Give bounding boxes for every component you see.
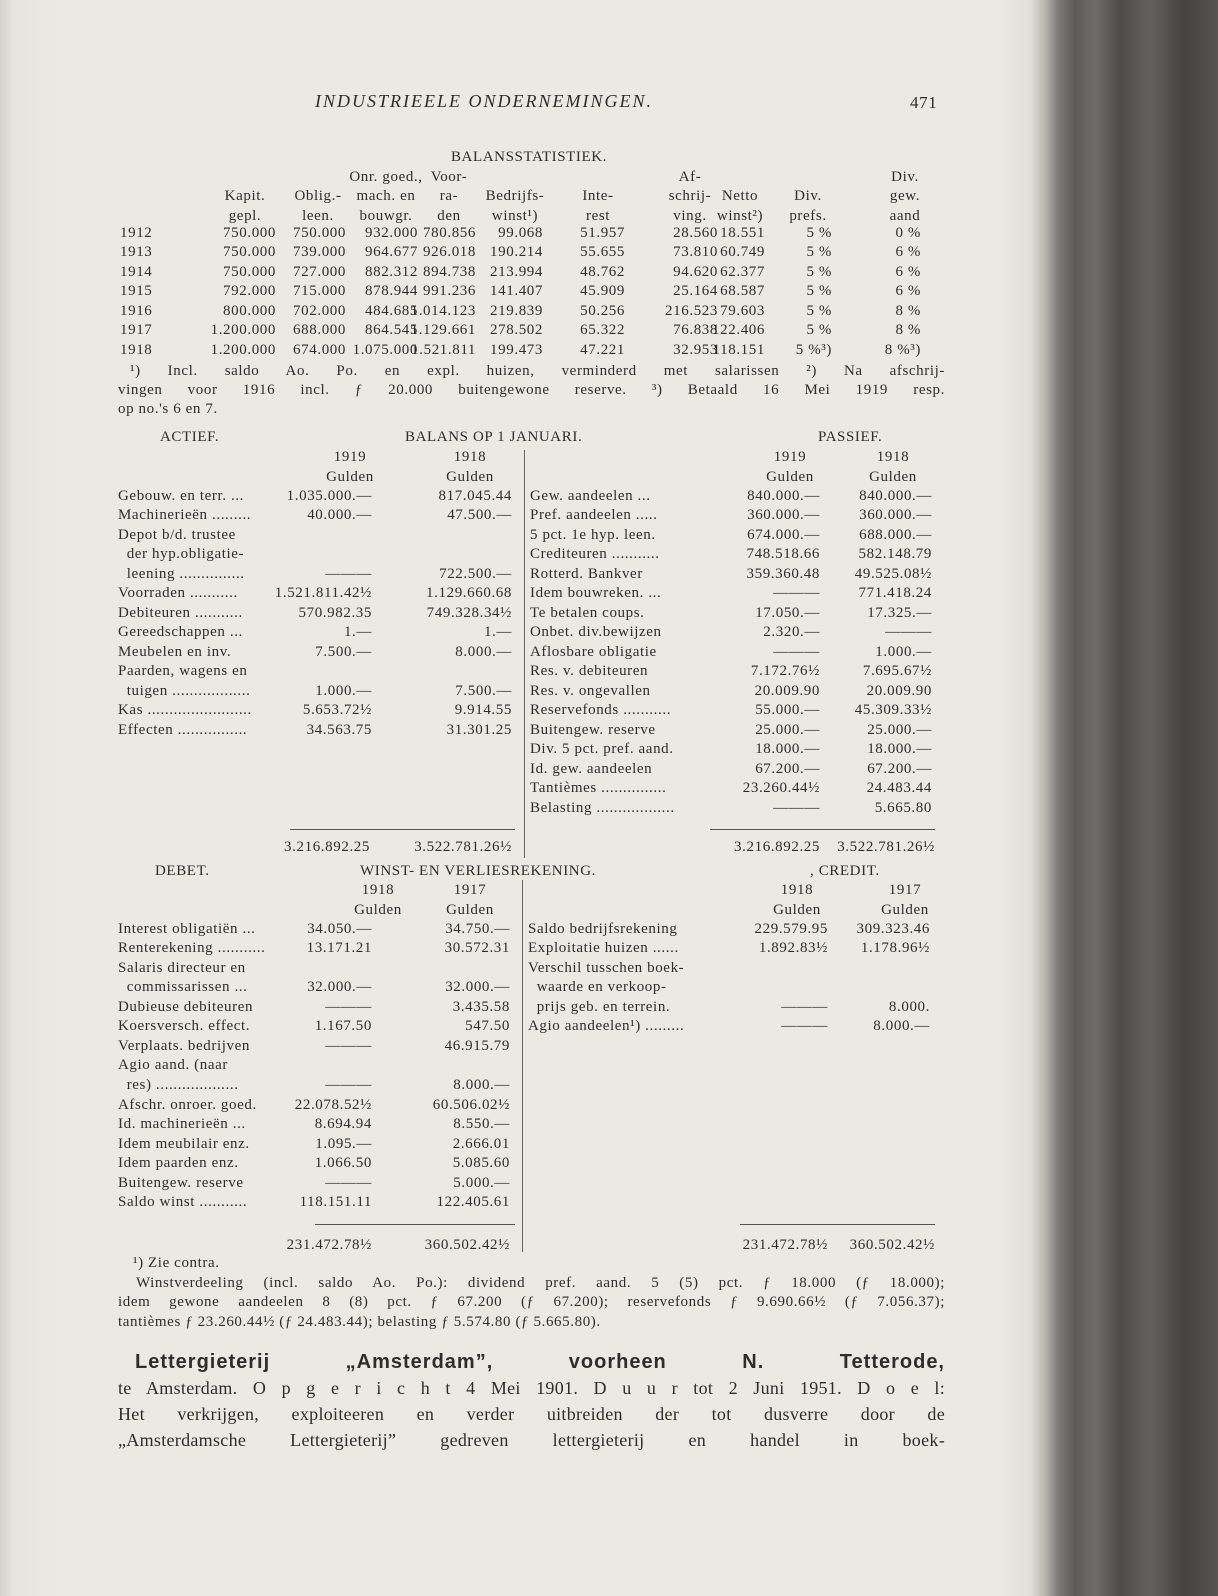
debet-value-1917: 8.000.— <box>453 1077 510 1094</box>
stats-cell: 47.221 <box>580 341 625 358</box>
year-header: 1918 <box>876 448 910 465</box>
passief-value-1918: 1.000.— <box>875 643 932 660</box>
debet-value-1917: 8.550.— <box>453 1116 510 1133</box>
passief-label: Res. v. ongevallen <box>530 682 651 699</box>
stats-cell: 25.164 <box>673 283 718 299</box>
stats-cell: 6 % <box>895 283 921 299</box>
stats-cell: 122.406 <box>712 322 765 338</box>
actief-label: leening ............... <box>118 565 245 582</box>
running-header: INDUSTRIEELE ONDERNEMINGEN. <box>315 91 653 111</box>
passief-value-1919: 18.000.— <box>755 741 820 757</box>
debet-label: Koersversch. effect. <box>118 1018 251 1035</box>
passief-value-1918: 582.148.79 <box>858 546 932 562</box>
credit-title: , CREDIT. <box>810 862 880 879</box>
stats-cell: 32.953 <box>673 341 718 358</box>
actief-value-1918: 31.301.25 <box>446 721 512 738</box>
stats-year: 1918 <box>120 341 153 358</box>
debet-label: Agio aand. (naar <box>118 1057 228 1074</box>
passief-value-1919: 840.000.— <box>747 487 820 504</box>
actief-value-1918: 817.045.44 <box>438 487 512 504</box>
debet-value-1918: ——— <box>325 1174 372 1191</box>
winst-title: WINST- EN VERLIESREKENING. <box>360 862 597 879</box>
passief-value-1918: 45.309.33½ <box>854 702 932 718</box>
stats-cell: 51.957 <box>580 224 625 241</box>
stats-cell: 484.685 <box>365 302 418 319</box>
credit-value-1918: 229.579.95 <box>754 920 828 937</box>
stats-cell: 792.000 <box>223 283 276 299</box>
stats-year: 1912 <box>120 224 153 241</box>
winstverdeeling-line: tantièmes ƒ 23.260.44½ (ƒ 24.483.44); belasting ƒ 5.574.80 (ƒ 5.665.80). <box>118 1314 601 1330</box>
stats-column-header: winst²) <box>716 207 764 224</box>
passief-value-1918: 20.009.90 <box>866 682 932 699</box>
passief-value-1918: 18.000.— <box>867 741 932 757</box>
balans-total: 3.216.892.25 <box>284 838 370 855</box>
actief-label: Kas ........................ <box>118 702 252 718</box>
actief-label: Gebouw. en terr. ... <box>118 487 244 504</box>
company-text-line: Het verkrijgen, exploiteeren en verder uitbreiden der tot dusverre door de <box>118 1404 945 1424</box>
stats-footnote: ¹) Incl. saldo Ao. Po. en expl. huizen, verminderd met salarissen ²) Na afschrij- <box>130 363 945 379</box>
stats-cell: 739.000 <box>293 244 346 260</box>
winst-divider <box>522 880 523 1252</box>
stats-column-header: Oblig.- <box>294 188 342 204</box>
passief-label: Idem bouwreken. ... <box>530 585 662 601</box>
stats-cell: 118.151 <box>712 341 765 358</box>
actief-value-1919: 1.000.— <box>315 682 372 699</box>
actief-label: Depot b/d. trustee <box>118 526 236 543</box>
stats-column-header: den <box>437 207 461 224</box>
winst-total-rule-right <box>740 1224 935 1225</box>
stats-column-header: aand <box>889 207 921 224</box>
actief-value-1919: 40.000.— <box>307 507 372 523</box>
passief-value-1919: 674.000.— <box>747 526 820 543</box>
stats-cell: 1.014.123 <box>410 302 476 319</box>
stats-column-header: bouwgr. <box>359 207 413 224</box>
passief-value-1919: 25.000.— <box>755 721 820 738</box>
actief-value-1918: 1.— <box>483 624 512 640</box>
actief-label: der hyp.obligatie- <box>118 546 245 562</box>
stats-cell: 674.000 <box>293 341 346 358</box>
passief-value-1918: 840.000.— <box>859 487 932 504</box>
stats-year: 1914 <box>120 263 153 280</box>
credit-label: Saldo bedrijfsrekening <box>528 920 678 937</box>
actief-value-1919: 34.563.75 <box>306 721 372 738</box>
stats-column-header: Onr. goed., <box>349 168 423 185</box>
debet-label: res) ................... <box>118 1077 239 1094</box>
stats-column-header: Div. <box>794 188 822 204</box>
unit-header: Gulden <box>354 901 402 918</box>
stats-cell: 6 % <box>895 244 921 260</box>
stats-cell: 55.655 <box>580 244 625 260</box>
stats-column-header: winst¹) <box>491 207 539 224</box>
stats-cell: 18.551 <box>720 224 765 241</box>
credit-value-1917: 1.178.96½ <box>860 940 930 957</box>
debet-value-1917: 46.915.79 <box>444 1037 510 1054</box>
stats-cell: 76.838 <box>673 322 718 338</box>
stats-cell: 894.738 <box>423 263 476 280</box>
stats-cell: 60.749 <box>720 244 765 260</box>
page-number: 471 <box>910 93 938 112</box>
passief-value-1919: ——— <box>773 585 820 601</box>
stats-year: 1916 <box>120 302 153 319</box>
debet-value-1917: 122.405.61 <box>436 1194 510 1211</box>
stats-cell: 213.994 <box>490 263 543 280</box>
stats-cell: 727.000 <box>293 263 346 280</box>
stats-cell: 45.909 <box>580 283 625 299</box>
stats-cell: 750.000 <box>293 224 346 241</box>
passief-value-1918: 67.200.— <box>867 760 932 777</box>
balans-total: 3.522.781.26½ <box>837 838 935 855</box>
passief-value-1919: 20.009.90 <box>754 682 820 699</box>
debet-value-1917: 3.435.58 <box>452 998 510 1015</box>
debet-value-1918: ——— <box>325 998 372 1015</box>
debet-title: DEBET. <box>155 862 210 879</box>
passief-value-1919: 359.360.48 <box>746 565 820 582</box>
winstverdeeling-line: idem gewone aandeelen 8 (8) pct. ƒ 67.200 (ƒ 67.200); reservefonds ƒ 9.690.66½ (ƒ 7.056.37); <box>118 1294 945 1310</box>
unit-header: Gulden <box>446 468 494 485</box>
stats-cell: 141.407 <box>490 283 543 299</box>
stats-cell: 8 % <box>895 322 921 338</box>
stats-cell: 5 % <box>806 322 832 338</box>
debet-label: Idem paarden enz. <box>118 1155 239 1172</box>
stats-cell: 73.810 <box>673 244 718 260</box>
balans-total: 3.216.892.25 <box>734 838 820 855</box>
actief-label: Gereedschappen ... <box>118 624 243 640</box>
actief-value-1919: 7.500.— <box>315 643 372 660</box>
stats-cell: 5 % <box>806 224 832 241</box>
year-header: 1918 <box>780 881 814 898</box>
stats-cell: 216.523 <box>665 302 718 319</box>
stats-year: 1917 <box>120 322 153 338</box>
stats-cell: 750.000 <box>223 263 276 280</box>
stats-cell: 1.200.000 <box>210 341 276 358</box>
actief-label: Meubelen en inv. <box>118 643 232 660</box>
balans-total-rule-right <box>710 829 935 830</box>
debet-value-1918: 1.167.50 <box>314 1018 372 1035</box>
balans-total: 3.522.781.26½ <box>414 838 512 855</box>
debet-label: Dubieuse debiteuren <box>118 998 254 1015</box>
stats-cell: 99.068 <box>498 224 543 241</box>
zie-contra-note: ¹) Zie contra. <box>133 1255 220 1271</box>
stats-cell: 50.256 <box>580 302 625 319</box>
debet-label: commissarissen ... <box>118 979 248 996</box>
debet-value-1917: 547.50 <box>465 1018 510 1035</box>
stats-column-header: leen. <box>302 207 334 224</box>
stats-year: 1913 <box>120 244 153 260</box>
stats-cell: 1.521.811 <box>411 341 476 358</box>
stats-cell: 800.000 <box>223 302 276 319</box>
actief-value-1918: 47.500.— <box>447 507 512 523</box>
stats-cell: 65.322 <box>580 322 625 338</box>
stats-cell: 94.620 <box>673 263 718 280</box>
passief-label: Div. 5 pct. pref. aand. <box>530 741 674 757</box>
debet-label: Afschr. onroer. goed. <box>118 1096 257 1113</box>
actief-value-1919: 1.— <box>343 624 372 640</box>
company-text-line: te Amsterdam. O p g e r i c h t 4 Mei 1901. D u u r tot 2 Juni 1951. D o e l: <box>118 1378 945 1398</box>
actief-title: ACTIEF. <box>160 428 220 445</box>
unit-header: Gulden <box>326 468 374 485</box>
stats-column-header: ra- <box>439 188 459 204</box>
stats-cell: 878.944 <box>365 283 418 299</box>
credit-label: Agio aandeelen¹) ......... <box>528 1018 685 1035</box>
actief-label: tuigen .................. <box>118 682 251 699</box>
passief-value-1918: 7.695.67½ <box>862 663 932 679</box>
winst-total-rule-left <box>315 1224 515 1225</box>
credit-value-1918: 1.892.83½ <box>758 940 828 957</box>
credit-value-1918: ——— <box>781 1018 828 1035</box>
passief-value-1919: ——— <box>773 643 820 660</box>
stats-cell: 62.377 <box>720 263 765 280</box>
credit-label: Verschil tusschen boek- <box>528 959 685 976</box>
actief-value-1919: 1.035.000.— <box>286 487 372 504</box>
passief-value-1918: ——— <box>885 624 932 640</box>
debet-value-1918: ——— <box>325 1077 372 1094</box>
credit-label: prijs geb. en terrein. <box>528 998 671 1015</box>
winst-total: 231.472.78½ <box>286 1236 372 1253</box>
stats-column-header: Div. <box>891 168 919 185</box>
debet-value-1917: 5.085.60 <box>452 1155 510 1172</box>
stats-column-header: mach. en <box>356 188 416 204</box>
stats-cell: 715.000 <box>293 283 346 299</box>
stats-cell: 5 % <box>806 283 832 299</box>
passief-value-1919: 360.000.— <box>747 507 820 523</box>
passief-value-1918: 25.000.— <box>867 721 932 738</box>
stats-column-header: schrij- <box>668 188 712 204</box>
unit-header: Gulden <box>446 901 494 918</box>
stats-cell: 964.677 <box>365 244 418 260</box>
debet-value-1917: 30.572.31 <box>444 940 510 957</box>
year-header: 1919 <box>773 448 807 465</box>
actief-value-1918: 8.000.— <box>455 643 512 660</box>
passief-value-1919: ——— <box>773 799 820 816</box>
actief-value-1918: 9.914.55 <box>454 702 512 718</box>
balans-divider <box>524 450 525 858</box>
passief-label: 5 pct. 1e hyp. leen. <box>530 526 656 543</box>
passief-label: Id. gew. aandeelen <box>530 760 653 777</box>
actief-label: Debiteuren ........... <box>118 604 243 621</box>
stats-column-header: ving. <box>673 207 707 224</box>
debet-label: Salaris directeur en <box>118 959 246 976</box>
stats-cell: 199.473 <box>490 341 543 358</box>
stats-cell: 28.560 <box>673 224 718 241</box>
credit-value-1918: ——— <box>781 998 828 1015</box>
stats-cell: 864.545 <box>365 322 418 338</box>
passief-value-1919: 55.000.— <box>755 702 820 718</box>
year-header: 1917 <box>888 881 922 898</box>
stats-cell: 750.000 <box>223 244 276 260</box>
stats-column-header: Bedrijfs- <box>485 188 545 204</box>
company-heading: Lettergieterij „Amsterdam”, voorheen N. Tetterode, <box>135 1351 945 1373</box>
passief-label: Gew. aandeelen ... <box>530 487 651 504</box>
passief-value-1918: 688.000.— <box>859 526 932 543</box>
stats-title: BALANSSTATISTIEK. <box>450 148 608 165</box>
stats-column-header: Af- <box>678 168 702 185</box>
stats-column-header: prefs. <box>789 207 827 224</box>
actief-value-1918: 722.500.— <box>439 565 512 582</box>
stats-cell: 688.000 <box>293 322 346 338</box>
passief-label: Onbet. div.bewijzen <box>530 624 662 640</box>
winst-total: 360.502.42½ <box>424 1236 510 1253</box>
unit-header: Gulden <box>869 468 917 485</box>
debet-value-1918: 118.151.11 <box>299 1194 372 1211</box>
stats-cell: 991.236 <box>423 283 476 299</box>
stats-column-header: Voor- <box>430 168 468 185</box>
debet-label: Interest obligatiën ... <box>118 920 256 937</box>
year-header: 1918 <box>361 881 395 898</box>
stats-cell: 1.075.000 <box>352 341 418 358</box>
stats-cell: 5 % <box>806 263 832 280</box>
credit-label: Exploitatie huizen ...... <box>528 940 679 957</box>
debet-label: Buitengew. reserve <box>118 1174 244 1191</box>
company-text-line: „Amsterdamsche Lettergieterij” gedreven lettergieterij en handel in boek- <box>118 1430 945 1450</box>
credit-value-1917: 309.323.46 <box>856 920 930 937</box>
debet-value-1918: 1.066.50 <box>314 1155 372 1172</box>
stats-cell: 8 %³) <box>884 341 921 358</box>
year-header: 1918 <box>453 448 487 465</box>
actief-value-1919: 570.982.35 <box>298 604 372 621</box>
stats-cell: 6 % <box>895 263 921 280</box>
passief-value-1919: 748.518.66 <box>746 546 820 562</box>
stats-cell: 278.502 <box>490 322 543 338</box>
passief-label: Tantièmes ............... <box>530 780 667 796</box>
winst-total: 231.472.78½ <box>742 1236 828 1253</box>
balans-title: BALANS OP 1 JANUARI. <box>405 428 583 445</box>
debet-value-1917: 32.000.— <box>445 979 510 996</box>
debet-label: Renterekening ........... <box>118 940 266 957</box>
stats-column-header: Netto <box>721 188 759 204</box>
stats-column-header: gew. <box>889 188 921 204</box>
debet-value-1918: 34.050.— <box>307 920 372 937</box>
actief-value-1918: 749.328.34½ <box>426 604 512 621</box>
debet-label: Idem meubilair enz. <box>118 1135 250 1152</box>
stats-column-header: gepl. <box>228 207 262 224</box>
stats-cell: 932.000 <box>365 224 418 241</box>
actief-value-1918: 7.500.— <box>455 682 512 699</box>
debet-value-1917: 60.506.02½ <box>432 1096 510 1113</box>
debet-label: Id. machinerieën ... <box>118 1116 246 1133</box>
actief-label: Paarden, wagens en <box>118 663 248 679</box>
stats-cell: 5 % <box>806 244 832 260</box>
passief-value-1918: 24.483.44 <box>866 780 932 796</box>
stats-column-header: Inte- <box>582 188 614 204</box>
actief-label: Voorraden ........... <box>118 585 238 601</box>
stats-cell: 48.762 <box>580 263 625 280</box>
stats-footnote: op no.'s 6 en 7. <box>118 401 218 417</box>
actief-value-1919: 1.521.811.42½ <box>274 585 372 601</box>
passief-title: PASSIEF. <box>818 428 883 445</box>
stats-cell: 8 % <box>895 302 921 319</box>
actief-label: Effecten ................ <box>118 721 248 738</box>
stats-cell: 1.129.661 <box>410 322 476 338</box>
passief-value-1918: 360.000.— <box>859 507 932 523</box>
stats-cell: 702.000 <box>293 302 346 319</box>
debet-value-1918: 32.000.— <box>307 979 372 996</box>
passief-label: Crediteuren ........... <box>530 546 660 562</box>
stats-cell: 882.312 <box>365 263 418 280</box>
passief-label: Reservefonds ........... <box>530 702 672 718</box>
debet-value-1918: 13.171.21 <box>306 940 372 957</box>
credit-value-1917: 8.000. <box>888 998 930 1015</box>
winst-total: 360.502.42½ <box>849 1236 935 1253</box>
debet-value-1917: 5.000.— <box>453 1174 510 1191</box>
stats-cell: 780.856 <box>423 224 476 241</box>
passief-value-1919: 7.172.76½ <box>750 663 820 679</box>
debet-label: Saldo winst ........... <box>118 1194 248 1211</box>
debet-value-1917: 2.666.01 <box>452 1135 510 1152</box>
unit-header: Gulden <box>773 901 821 918</box>
passief-value-1918: 17.325.— <box>867 604 932 621</box>
credit-value-1917: 8.000.— <box>873 1018 930 1035</box>
passief-value-1918: 5.665.80 <box>874 799 932 816</box>
balans-total-rule-left <box>290 829 515 830</box>
debet-value-1918: ——— <box>325 1037 372 1054</box>
passief-label: Te betalen coups. <box>530 604 645 621</box>
passief-value-1919: 23.260.44½ <box>742 780 820 796</box>
stats-column-header: Kapit. <box>224 188 266 204</box>
stats-cell: 79.603 <box>720 302 765 319</box>
passief-value-1918: 49.525.08½ <box>854 565 932 582</box>
passief-label: Pref. aandeelen ..... <box>530 507 658 523</box>
actief-value-1918: 1.129.660.68 <box>426 585 512 601</box>
unit-header: Gulden <box>766 468 814 485</box>
stats-cell: 5 %³) <box>795 341 832 358</box>
stats-cell: 926.018 <box>423 244 476 260</box>
stats-column-header: rest <box>585 207 611 224</box>
passief-label: Res. v. debiteuren <box>530 663 649 679</box>
winstverdeeling-line: Winstverdeeling (incl. saldo Ao. Po.): dividend pref. aand. 5 (5) pct. ƒ 18.000 (ƒ 18.000); <box>136 1275 945 1291</box>
passief-label: Belasting .................. <box>530 799 675 816</box>
passief-label: Aflosbare obligatie <box>530 643 657 660</box>
actief-value-1919: ——— <box>325 565 372 582</box>
passief-value-1919: 67.200.— <box>755 760 820 777</box>
debet-value-1917: 34.750.— <box>445 920 510 937</box>
passief-value-1918: 771.418.24 <box>858 585 932 601</box>
stats-footnote: vingen voor 1916 incl. ƒ 20.000 buitengewone reserve. ³) Betaald 16 Mei 1919 resp. <box>118 382 945 398</box>
stats-cell: 0 % <box>895 224 921 241</box>
stats-year: 1915 <box>120 283 153 299</box>
unit-header: Gulden <box>881 901 929 918</box>
stats-cell: 750.000 <box>223 224 276 241</box>
actief-value-1919: 5.653.72½ <box>302 702 372 718</box>
passief-label: Rotterd. Bankver <box>530 565 643 582</box>
debet-value-1918: 1.095.— <box>315 1135 372 1152</box>
stats-cell: 68.587 <box>720 283 765 299</box>
year-header: 1919 <box>333 448 367 465</box>
passief-label: Buitengew. reserve <box>530 721 656 738</box>
stats-cell: 5 % <box>806 302 832 319</box>
stats-cell: 190.214 <box>490 244 543 260</box>
passief-value-1919: 17.050.— <box>755 604 820 621</box>
passief-value-1919: 2.320.— <box>763 624 820 640</box>
stats-cell: 1.200.000 <box>210 322 276 338</box>
actief-label: Machinerieën ......... <box>118 507 252 523</box>
debet-label: Verplaats. bedrijven <box>118 1037 250 1054</box>
year-header: 1917 <box>453 881 487 898</box>
stats-cell: 219.839 <box>490 302 543 319</box>
debet-value-1918: 8.694.94 <box>314 1116 372 1133</box>
credit-label: waarde en verkoop- <box>528 979 667 996</box>
debet-value-1918: 22.078.52½ <box>294 1096 372 1113</box>
